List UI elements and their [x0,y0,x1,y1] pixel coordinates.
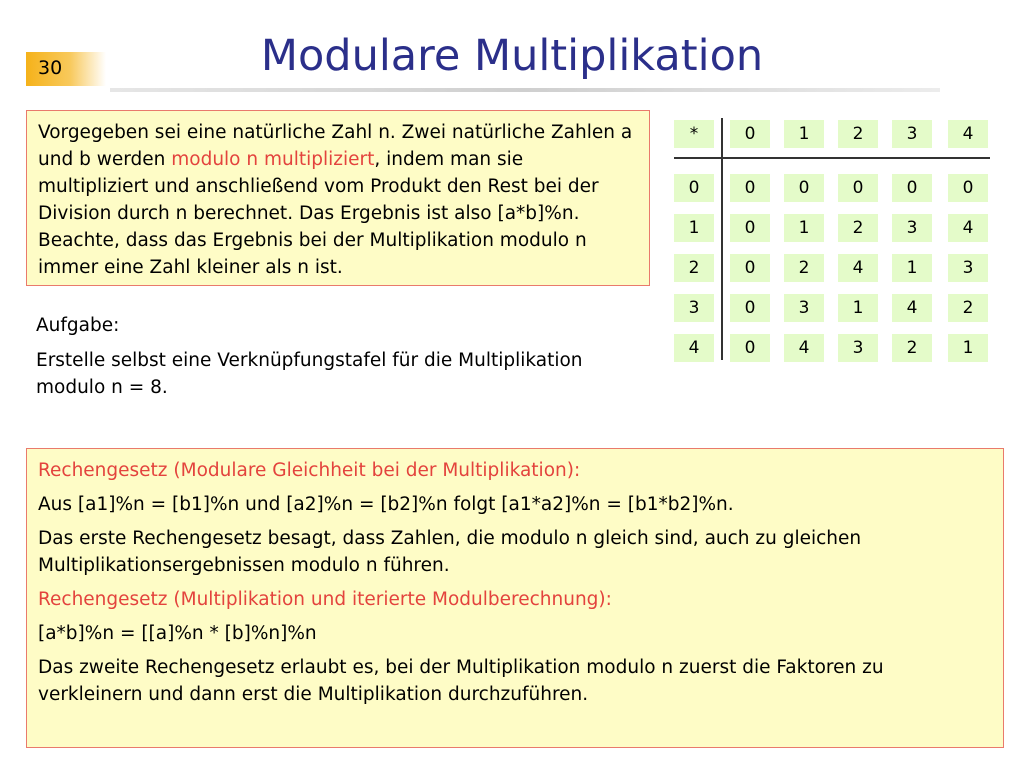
law1-title: Rechengesetz (Modulare Gleichheit bei der Multiplikation): [38,460,581,481]
table-cell: 0 [784,174,824,202]
table-cell: 1 [784,214,824,242]
table-column-header: 1 [784,120,824,148]
table-row-header: 0 [674,174,714,202]
intro-text [38,119,639,281]
table-cell: 2 [784,254,824,282]
title-divider [110,88,940,92]
table-row-header-divider [721,118,723,360]
table-column-header: 3 [892,120,932,148]
table-cell: 0 [730,174,770,202]
table-cell: 1 [892,254,932,282]
table-cell: 0 [730,294,770,322]
table-cell: 4 [948,214,988,242]
table-column-header: 4 [948,120,988,148]
intro-text-before: Vorgegeben sei eine natürliche Zahl n. Zwei natürliche Zahlen a und b werden [38,122,633,170]
table-corner-cell: * [674,120,714,148]
intro-box [26,110,650,286]
task-section [36,312,646,409]
laws-box [26,448,1004,748]
table-row-header: 2 [674,254,714,282]
table-cell: 3 [784,294,824,322]
page-number: 30 [38,57,63,79]
table-cell: 2 [948,294,988,322]
table-cell: 3 [892,214,932,242]
law2-formula: [a*b]%n = [[a]%n * [b]%n]%n [38,623,317,644]
table-cell: 3 [948,254,988,282]
task-label: Aufgabe: [36,315,120,336]
table-cell: 0 [838,174,878,202]
law1-formula: Aus [a1]%n = [b1]%n und [a2]%n = [b2]%n folgt [a1*a2]%n = [b1*b2]%n. [38,494,734,515]
law1-text: Das erste Rechengesetz besagt, dass Zahlen, die modulo n gleich sind, auch zu gleichen Multiplikationsergebnissen modulo n führen. [38,528,862,576]
table-cell: 1 [948,334,988,362]
table-cell: 4 [838,254,878,282]
intro-text-after: , indem man sie multipliziert und anschließend vom Produkt den Rest bei der Division durch n berechnet. Das Ergebnis ist also [a*b]%n. Beachte, dass das Ergebnis bei der Multiplikation modulo n immer eine Zahl kleiner als n ist. [38,149,599,278]
table-cell: 3 [838,334,878,362]
table-cell: 2 [892,334,932,362]
table-cell: 0 [892,174,932,202]
table-cell: 2 [838,214,878,242]
table-row-header: 3 [674,294,714,322]
table-cell: 0 [730,254,770,282]
intro-highlight: modulo n multipliziert [171,149,375,170]
table-cell: 0 [730,214,770,242]
table-row-header: 1 [674,214,714,242]
multiplication-table [674,118,992,358]
law2-text: Das zweite Rechengesetz erlaubt es, bei der Multiplikation modulo n zuerst die Faktoren zu verkleinern und dann erst die Multiplikation durchzuführen. [38,657,884,705]
law2-title: Rechengesetz (Multiplikation und iterierte Modulberechnung): [38,589,612,610]
table-cell: 0 [730,334,770,362]
table-column-header: 2 [838,120,878,148]
table-cell: 0 [948,174,988,202]
table-cell: 4 [892,294,932,322]
table-row-header: 4 [674,334,714,362]
table-cell: 1 [838,294,878,322]
table-column-header: 0 [730,120,770,148]
page-title: Modulare Multiplikation [260,31,764,81]
task-text: Erstelle selbst eine Verknüpfungstafel für die Multiplikation modulo n = 8. [36,350,583,398]
table-cell: 4 [784,334,824,362]
